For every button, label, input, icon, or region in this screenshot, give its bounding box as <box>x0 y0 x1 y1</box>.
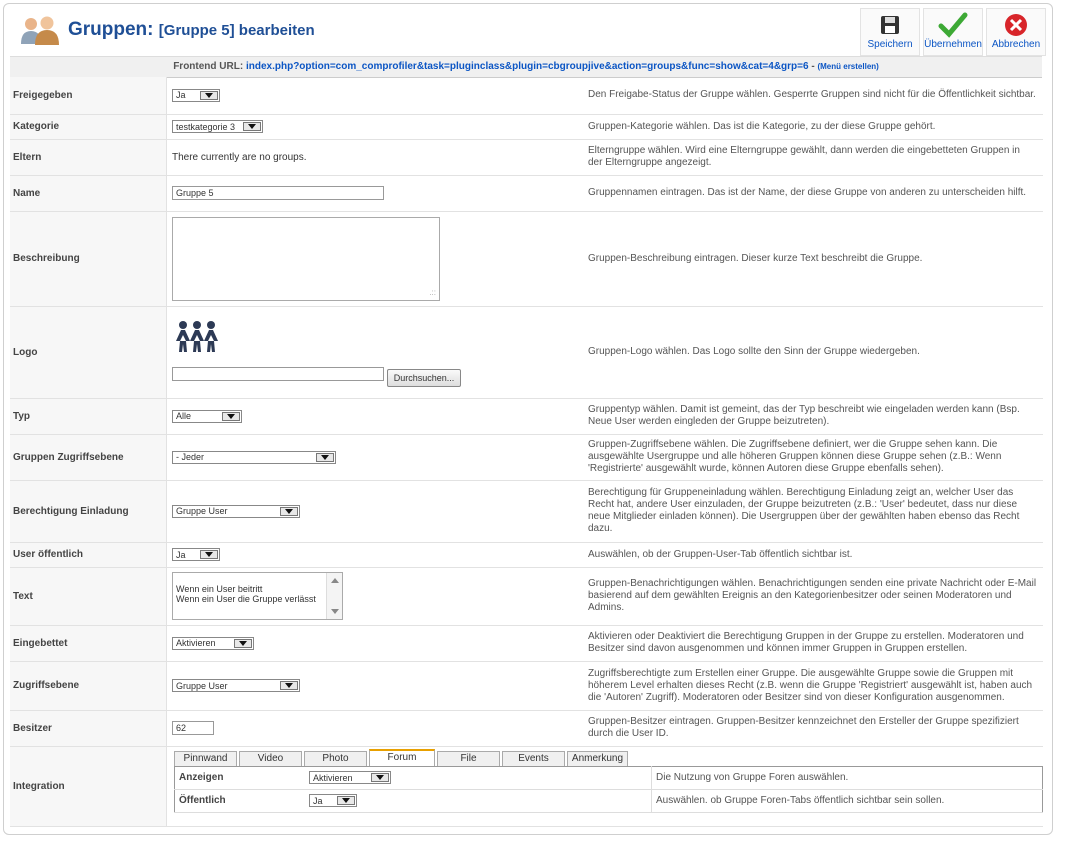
forum-public-label: Öffentlich <box>175 789 310 812</box>
type-value: Alle <box>176 411 192 421</box>
row-description <box>10 211 1043 306</box>
description-textarea[interactable] <box>172 217 440 301</box>
check-icon <box>938 11 968 39</box>
chevron-down-icon <box>200 550 218 559</box>
row-logo <box>10 306 1043 398</box>
page-title-main: Gruppen: <box>68 19 154 40</box>
published-desc: Den Freigabe-Status der Gruppe wählen. Gesperrte Gruppen sind nicht für die Öffentlichkeit sichtbar. <box>584 77 1043 114</box>
forum-public-value: Ja <box>313 795 323 806</box>
frontend-url-link[interactable]: index.php?option=com_comprofiler&task=pluginclass&plugin=cbgroupjive&action=groups&func=show&cat=4&grp=6 <box>245 61 809 72</box>
logo-file-input[interactable] <box>172 367 384 381</box>
apply-button[interactable] <box>923 8 983 56</box>
notifications-listbox[interactable] <box>172 572 343 620</box>
row-text <box>10 567 1043 625</box>
tab-video[interactable]: Video <box>239 751 302 766</box>
invite-desc: Berechtigung für Gruppeneinladung wählen. Berechtigung Einladung zeigt an, welcher User das Recht hat, andere User einzuladen, der Gruppe beizutreten (z.B.: 'User' bedeutet, dass nur diese neue Mitglieder einladen können). Die Usergruppen über der gewählten haben ebenso das Recht dazu. <box>584 480 1043 542</box>
access-select[interactable] <box>172 451 336 464</box>
nested-access-value: Gruppe User <box>176 680 228 691</box>
published-label: Freigegeben <box>10 77 167 114</box>
forum-public-desc: Auswählen. ob Gruppe Foren-Tabs öffentlich sichtbar sein sollen. <box>652 789 1043 812</box>
cancel-button[interactable] <box>986 8 1046 56</box>
scroll-down-icon[interactable] <box>331 609 339 614</box>
tab-file[interactable]: File <box>437 751 500 766</box>
tab-pinnwand[interactable]: Pinnwand <box>174 751 237 766</box>
listbox-option[interactable]: Wenn ein User beitritt <box>176 584 263 594</box>
forum-show-desc: Die Nutzung von Gruppe Foren auswählen. <box>652 766 1043 789</box>
access-value: - Jeder <box>176 452 205 462</box>
page-title-sub: [Gruppe 5] bearbeiten <box>158 22 315 39</box>
chevron-down-icon <box>337 796 355 805</box>
published-value: Ja <box>176 90 186 101</box>
row-user-public <box>10 542 1043 567</box>
chevron-down-icon <box>243 122 261 131</box>
chevron-down-icon <box>280 507 298 516</box>
chevron-down-icon <box>280 681 298 690</box>
forum-row-public <box>175 789 1043 812</box>
user-public-label: User öffentlich <box>10 542 167 567</box>
name-input[interactable]: Gruppe 5 <box>172 186 384 200</box>
parent-desc: Elterngruppe wählen. Wird eine Elterngruppe gewählt, dann werden die eingebetteten Gruppen in der Elterngruppe angezeigt. <box>584 139 1043 175</box>
forum-public-select[interactable] <box>309 794 357 807</box>
invite-label: Berechtigung Einladung <box>10 480 167 542</box>
type-select[interactable] <box>172 410 242 423</box>
url-separator: - <box>811 61 815 72</box>
access-desc: Gruppen-Zugriffsebene wählen. Die Zugriffsebene definiert, wer die Gruppe sehen kann. Die ausgewählte Usergruppe und alle höheren Gruppen können diese Gruppe sehen (z.B.: Wenn 'Registrierte' ausgewählt wurde, können Autoren diese Gruppe ebenfalls sehen). <box>584 434 1043 480</box>
parent-label: Eltern <box>10 139 167 175</box>
owner-label: Besitzer <box>10 710 167 746</box>
user-public-value: Ja <box>176 549 186 560</box>
page-title <box>68 19 315 41</box>
group-users-icon <box>18 15 62 45</box>
type-desc: Gruppentyp wählen. Damit ist gemeint, das der Typ beschreibt wie eingeladen werden kann (Bsp. Neue User werden eingleden der Gruppe beizutreten). <box>584 398 1043 434</box>
create-menu-link[interactable]: (Menü erstellen) <box>817 62 879 71</box>
scrollbar[interactable] <box>326 573 342 619</box>
tab-anmerkung[interactable]: Anmerkung <box>567 751 628 766</box>
tab-forum[interactable]: Forum <box>369 749 435 766</box>
logo-desc: Gruppen-Logo wählen. Das Logo sollte den Sinn der Gruppe wiedergeben. <box>584 306 1043 398</box>
toolbar <box>857 8 1046 56</box>
apply-label: Übernehmen <box>924 39 982 50</box>
close-icon <box>1003 11 1029 39</box>
owner-desc: Gruppen-Besitzer eintragen. Gruppen-Besitzer kennzeichnet den Ersteller der Gruppe spezifiziert durch die User ID. <box>584 710 1043 746</box>
published-select[interactable] <box>172 89 220 102</box>
nested-access-label: Zugriffsebene <box>10 661 167 710</box>
category-select[interactable] <box>172 120 263 133</box>
tab-photo[interactable]: Photo <box>304 751 367 766</box>
nested-access-select[interactable] <box>172 679 300 692</box>
nested-select[interactable] <box>172 637 254 650</box>
nested-label: Eingebettet <box>10 625 167 661</box>
category-value: testkategorie 3 <box>176 121 236 132</box>
row-integration <box>10 746 1043 826</box>
name-desc: Gruppennamen eintragen. Das ist der Name, der diese Gruppe von anderen zu unterscheiden hilft. <box>584 175 1043 211</box>
logo-label: Logo <box>10 306 167 398</box>
access-label: Gruppen Zugriffsebene <box>10 434 167 480</box>
chevron-down-icon <box>371 773 389 782</box>
resize-grip-icon[interactable]: .:: <box>429 287 436 297</box>
nested-value: Aktivieren <box>176 638 216 648</box>
forum-row-show <box>175 766 1043 789</box>
frontend-url-bar <box>10 56 1042 78</box>
name-label: Name <box>10 175 167 211</box>
chevron-down-icon <box>234 639 252 648</box>
description-label: Beschreibung <box>10 211 167 306</box>
chevron-down-icon <box>200 91 218 100</box>
listbox-option[interactable]: Wenn ein User die Gruppe verlässt <box>176 594 316 604</box>
row-owner <box>10 710 1043 746</box>
browse-button[interactable]: Durchsuchen... <box>387 369 462 387</box>
integration-tabs <box>174 751 1043 766</box>
floppy-disk-icon <box>877 11 903 39</box>
text-label: Text <box>10 567 167 625</box>
scroll-up-icon[interactable] <box>331 578 339 583</box>
chevron-down-icon <box>222 412 240 421</box>
owner-input[interactable]: 62 <box>172 721 214 735</box>
row-type <box>10 398 1043 434</box>
chevron-down-icon <box>316 453 334 462</box>
page-header <box>0 0 1070 58</box>
row-parent <box>10 139 1043 175</box>
url-label: Frontend URL: <box>173 61 244 72</box>
row-nested-access <box>10 661 1043 710</box>
tab-events[interactable]: Events <box>502 751 565 766</box>
type-label: Typ <box>10 398 167 434</box>
row-nested <box>10 625 1043 661</box>
invite-value: Gruppe User <box>176 506 228 516</box>
category-desc: Gruppen-Kategorie wählen. Das ist die Kategorie, zu der diese Gruppe gehört. <box>584 114 1043 139</box>
user-public-select[interactable] <box>172 548 220 561</box>
forum-show-select[interactable] <box>309 771 391 784</box>
forum-show-value: Aktivieren <box>313 772 353 783</box>
invite-select[interactable] <box>172 505 300 518</box>
forum-settings <box>174 766 1043 813</box>
integration-label: Integration <box>10 746 167 826</box>
text-desc: Gruppen-Benachrichtigungen wählen. Benachrichtigungen senden eine private Nachricht oder E-Mail basierend auf dem gewählten Ereignis an den Kategorienbesitzer oder seinen Moderatoren und Admins. <box>584 567 1043 625</box>
group-logo-icon <box>174 319 220 355</box>
cancel-label: Abbrechen <box>991 39 1041 50</box>
category-label: Kategorie <box>10 114 167 139</box>
forum-show-label: Anzeigen <box>175 766 310 789</box>
user-public-desc: Auswählen, ob der Gruppen-User-Tab öffentlich sichtbar ist. <box>584 542 1043 567</box>
save-button[interactable] <box>860 8 920 56</box>
parent-empty-text: There currently are no groups. <box>167 139 585 175</box>
save-label: Speichern <box>867 39 913 50</box>
row-category <box>10 114 1043 139</box>
row-name <box>10 175 1043 211</box>
nested-access-desc: Zugriffsberechtigte zum Erstellen einer Gruppe. Die ausgewählte Gruppe sowie die Gruppen mit höherem Level erhalten dieses Recht (z.B. wenn die Gruppe 'Registriert' ausgewählt ist, haben auch die 'Autoren' Zugriff). Moderatoren oder Besitzer sind von dieser Konfiguration ausgenommen. <box>584 661 1043 710</box>
description-desc: Gruppen-Beschreibung eintragen. Dieser kurze Text beschreibt die Gruppe. <box>584 211 1043 306</box>
row-published <box>10 77 1043 114</box>
row-invite <box>10 480 1043 542</box>
group-edit-form <box>10 77 1043 827</box>
nested-desc: Aktivieren oder Deaktiviert die Berechtigung Gruppen in der Gruppe zu erstellen. Moderatoren und Besitzer sind davon ausgenommen und können immer Gruppen in Gruppen erstellen. <box>584 625 1043 661</box>
row-access <box>10 434 1043 480</box>
